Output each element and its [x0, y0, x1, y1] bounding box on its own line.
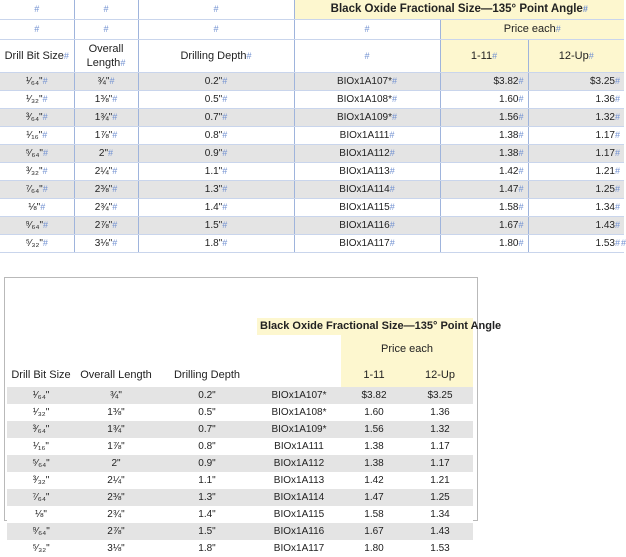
cell-drilling-depth: 0.5": [198, 407, 216, 418]
cell-part-number[interactable]: BIOx1A114#: [294, 181, 440, 199]
cell-price-1-11: 1.58: [364, 509, 384, 520]
cell-drilling-depth[interactable]: 0.5"#: [138, 91, 294, 109]
table-row[interactable]: [0, 127, 624, 145]
col-header-drilling-depth[interactable]: Drilling Depth: [173, 369, 241, 381]
cell-price-12-up[interactable]: $3.25#: [528, 73, 624, 91]
cell-drilling-depth: 0.2": [198, 390, 216, 401]
cell-overall-length[interactable]: 2⅞"#: [74, 217, 138, 235]
table-row[interactable]: [0, 163, 624, 181]
cell-drilling-depth[interactable]: 1.1"#: [138, 163, 294, 181]
cell-bit-size: ⁵⁄₃₂": [32, 543, 50, 554]
table-row[interactable]: [0, 91, 624, 109]
cell-drilling-depth: 1.4": [198, 509, 216, 520]
cell-price-12-up: 1.25: [430, 492, 450, 503]
paragraph-mark: #: [103, 4, 109, 14]
cell-price-1-11[interactable]: 1.56#: [440, 109, 528, 127]
cell-part-number: BIOx1A116: [273, 526, 325, 537]
cell-overall-length[interactable]: 2"#: [74, 145, 138, 163]
cell-bit-size: ⁹⁄₆₄": [32, 526, 50, 537]
cell-bit-size[interactable]: ⁵⁄₆₄"#: [0, 145, 74, 163]
cell-price-1-11: 1.38: [364, 441, 384, 452]
cell-bit-size[interactable]: ¹⁄₁₆"#: [0, 127, 74, 145]
cell-part-number[interactable]: BIOx1A117#: [294, 235, 440, 253]
paragraph-mark: #: [213, 24, 219, 34]
cell-price-12-up[interactable]: 1.53#: [528, 235, 624, 253]
cell-part-number: BIOx1A117: [273, 543, 325, 554]
cell-price-1-11: 1.38: [364, 458, 384, 469]
cell-bit-size[interactable]: ⁵⁄₃₂"#: [0, 235, 74, 253]
cell-overall-length[interactable]: 1⅜"#: [74, 91, 138, 109]
table-row[interactable]: [0, 73, 624, 91]
cell-drilling-depth[interactable]: 0.2"#: [138, 73, 294, 91]
cell-part-number[interactable]: BIOx1A116#: [294, 217, 440, 235]
cell-drilling-depth: 1.3": [198, 492, 216, 503]
rendered-table-view: [4, 277, 502, 554]
col-header-qty-1[interactable]: 1-11#: [440, 40, 528, 73]
cell-bit-size: ³⁄₃₂": [32, 475, 50, 486]
cell-overall-length: 2¼": [107, 475, 125, 486]
cell-overall-length[interactable]: 2¼"#: [74, 163, 138, 181]
paragraph-mark: #: [364, 24, 370, 34]
cell-bit-size: ¹⁄₆₄": [32, 390, 50, 401]
paragraph-mark: #: [213, 4, 219, 14]
cell-part-number: BIOx1A109*: [271, 424, 327, 435]
table-row: [7, 540, 473, 557]
cell-overall-length: 2": [111, 458, 121, 469]
cell-overall-length: 1⅞": [107, 441, 125, 452]
cell-drilling-depth: 1.8": [198, 543, 216, 554]
cell-overall-length[interactable]: ¾"#: [74, 73, 138, 91]
cell-bit-size: ⁷⁄₆₄": [32, 492, 50, 503]
cell-price-12-up[interactable]: 1.43#: [528, 217, 624, 235]
cell-price-1-11: 1.60: [364, 407, 384, 418]
cell-price-1-11: 1.56: [364, 424, 384, 435]
cell-part-number: BIOx1A111: [274, 441, 324, 452]
cell-price-12-up: 1.36: [430, 407, 450, 418]
cell-price-1-11: $3.82: [361, 390, 387, 401]
cell-bit-size[interactable]: ⅛"#: [0, 199, 74, 217]
cell-part-number: BIOx1A114: [273, 492, 325, 503]
cell-price-12-up[interactable]: 1.36#: [528, 91, 624, 109]
cell-overall-length: 2¾": [107, 509, 125, 520]
cell-part-number[interactable]: BIOx1A107*#: [294, 73, 440, 91]
cell-drilling-depth[interactable]: 1.8"#: [138, 235, 294, 253]
price-each-header[interactable]: Price each: [341, 335, 473, 363]
table-row[interactable]: [0, 217, 624, 235]
cell-overall-length[interactable]: 2¾"#: [74, 199, 138, 217]
col-header-bit-size[interactable]: Drill Bit Size#: [0, 40, 74, 73]
cell-price-12-up[interactable]: 1.21#: [528, 163, 624, 181]
cell-price-12-up: 1.32: [430, 424, 450, 435]
cell-price-12-up[interactable]: 1.34#: [528, 199, 624, 217]
table-row[interactable]: [0, 235, 624, 253]
cell-price-1-11: 1.80: [364, 543, 384, 554]
cell-part-number[interactable]: BIOx1A115#: [294, 199, 440, 217]
table-row[interactable]: [0, 145, 624, 163]
cell-part-number[interactable]: BIOx1A112#: [294, 145, 440, 163]
cell-price-12-up: 1.21: [430, 475, 450, 486]
cell-price-1-11[interactable]: 1.38#: [440, 145, 528, 163]
table-row: [7, 489, 473, 506]
table-row: [7, 455, 473, 472]
cell-drilling-depth: 0.9": [198, 458, 216, 469]
cell-overall-length: 3⅛": [107, 543, 125, 554]
editor-table: [0, 0, 624, 253]
col-header-qty-12[interactable]: 12-Up#: [528, 40, 624, 73]
col-header-overall-length[interactable]: Overall Length: [80, 369, 152, 381]
cell-price-12-up[interactable]: 1.17#: [528, 145, 624, 163]
table-row: [7, 421, 473, 438]
col-header-qty-12[interactable]: 12-Up: [407, 363, 473, 387]
cell-part-number[interactable]: BIOx1A108*#: [294, 91, 440, 109]
cell-overall-length: 2⅜": [107, 492, 125, 503]
paragraph-mark: #: [34, 4, 40, 14]
editor-table-view: [0, 0, 625, 250]
cell-price-12-up: $3.25: [427, 390, 453, 401]
table-row[interactable]: [0, 109, 624, 127]
table-row: [7, 438, 473, 455]
col-header-bit-size[interactable]: Drill Bit Size: [11, 369, 71, 381]
cell-price-1-11[interactable]: $3.82#: [440, 73, 528, 91]
cell-drilling-depth: 1.1": [198, 475, 216, 486]
cell-drilling-depth[interactable]: 0.7"#: [138, 109, 294, 127]
col-header-qty-1[interactable]: 1-11: [341, 363, 407, 387]
cell-bit-size[interactable]: ⁹⁄₆₄"#: [0, 217, 74, 235]
cell-bit-size[interactable]: ³⁄₆₄"#: [0, 109, 74, 127]
cell-overall-length: 1⅜": [107, 407, 125, 418]
cell-overall-length[interactable]: 1¾"#: [74, 109, 138, 127]
cell-price-12-up: 1.17: [430, 458, 450, 469]
cell-price-12-up: 1.43: [430, 526, 450, 537]
cell-price-1-11: 1.42: [364, 475, 384, 486]
cell-bit-size: ¹⁄₃₂": [32, 407, 50, 418]
cell-bit-size: ³⁄₆₄": [32, 424, 50, 435]
cell-overall-length[interactable]: 1⅞"#: [74, 127, 138, 145]
table-row: [7, 472, 473, 489]
cell-bit-size[interactable]: ¹⁄₆₄"#: [0, 73, 74, 91]
cell-overall-length: 2⅞": [107, 526, 125, 537]
col-header-drilling-depth[interactable]: Drilling Depth#: [138, 40, 294, 73]
cell-price-12-up: 1.17: [430, 441, 450, 452]
cell-drilling-depth[interactable]: 1.4"#: [138, 199, 294, 217]
cell-part-number: BIOx1A112: [273, 458, 325, 469]
cell-part-number: BIOx1A108*: [271, 407, 327, 418]
table-title[interactable]: Black Oxide Fractional Size—135° Point Angle: [257, 318, 473, 335]
cell-price-1-11: 1.47: [364, 492, 384, 503]
cell-price-1-11[interactable]: 1.67#: [440, 217, 528, 235]
cell-bit-size: ¹⁄₁₆": [33, 441, 49, 452]
cell-part-number: BIOx1A107*: [271, 390, 327, 401]
table-row[interactable]: [0, 199, 624, 217]
end-of-row-mark: #: [621, 238, 626, 248]
cell-part-number[interactable]: BIOx1A111#: [294, 127, 440, 145]
cell-price-1-11[interactable]: 1.60#: [440, 91, 528, 109]
cell-overall-length[interactable]: 3⅛"#: [74, 235, 138, 253]
cell-price-12-up[interactable]: 1.32#: [528, 109, 624, 127]
cell-drilling-depth: 0.7": [198, 424, 216, 435]
cell-price-12-up: 1.53: [430, 543, 450, 554]
table-row: [7, 506, 473, 523]
col-header-overall-length[interactable]: Overall Length#: [74, 40, 138, 73]
cell-price-1-11[interactable]: 1.42#: [440, 163, 528, 181]
cell-part-number: BIOx1A115: [273, 509, 325, 520]
paragraph-mark: #: [34, 24, 40, 34]
cell-price-1-11[interactable]: 1.80#: [440, 235, 528, 253]
table-row[interactable]: [0, 181, 624, 199]
cell-drilling-depth[interactable]: 0.8"#: [138, 127, 294, 145]
table-row: [7, 404, 473, 421]
cell-bit-size[interactable]: ³⁄₃₂"#: [0, 163, 74, 181]
cell-price-1-11[interactable]: 1.38#: [440, 127, 528, 145]
cell-part-number: BIOx1A113: [273, 475, 325, 486]
table-title[interactable]: Black Oxide Fractional Size—135° Point Angle#: [294, 0, 624, 20]
cell-overall-length[interactable]: 2⅜"#: [74, 181, 138, 199]
cell-drilling-depth[interactable]: 0.9"#: [138, 145, 294, 163]
cell-part-number[interactable]: BIOx1A109*#: [294, 109, 440, 127]
cell-part-number[interactable]: BIOx1A113#: [294, 163, 440, 181]
cell-drilling-depth: 0.8": [198, 441, 216, 452]
cell-drilling-depth: 1.5": [198, 526, 216, 537]
cell-bit-size[interactable]: ⁷⁄₆₄"#: [0, 181, 74, 199]
table-row: [7, 523, 473, 540]
cell-price-12-up: 1.34: [430, 509, 450, 520]
cell-bit-size: ⅛": [35, 509, 47, 520]
cell-bit-size[interactable]: ¹⁄₃₂"#: [0, 91, 74, 109]
cell-drilling-depth[interactable]: 1.5"#: [138, 217, 294, 235]
cell-bit-size: ⁵⁄₆₄": [32, 458, 50, 469]
paragraph-mark: #: [364, 51, 370, 61]
cell-price-1-11[interactable]: 1.47#: [440, 181, 528, 199]
cell-price-1-11: 1.67: [364, 526, 384, 537]
cell-price-12-up[interactable]: 1.25#: [528, 181, 624, 199]
cell-overall-length: ¾": [110, 390, 122, 401]
price-each-header[interactable]: Price each#: [440, 20, 624, 40]
cell-price-1-11[interactable]: 1.58#: [440, 199, 528, 217]
rendered-table: [7, 280, 502, 557]
cell-drilling-depth[interactable]: 1.3"#: [138, 181, 294, 199]
paragraph-mark: #: [103, 24, 109, 34]
cell-overall-length: 1¾": [107, 424, 125, 435]
cell-price-12-up[interactable]: 1.17#: [528, 127, 624, 145]
table-row: [7, 387, 473, 404]
